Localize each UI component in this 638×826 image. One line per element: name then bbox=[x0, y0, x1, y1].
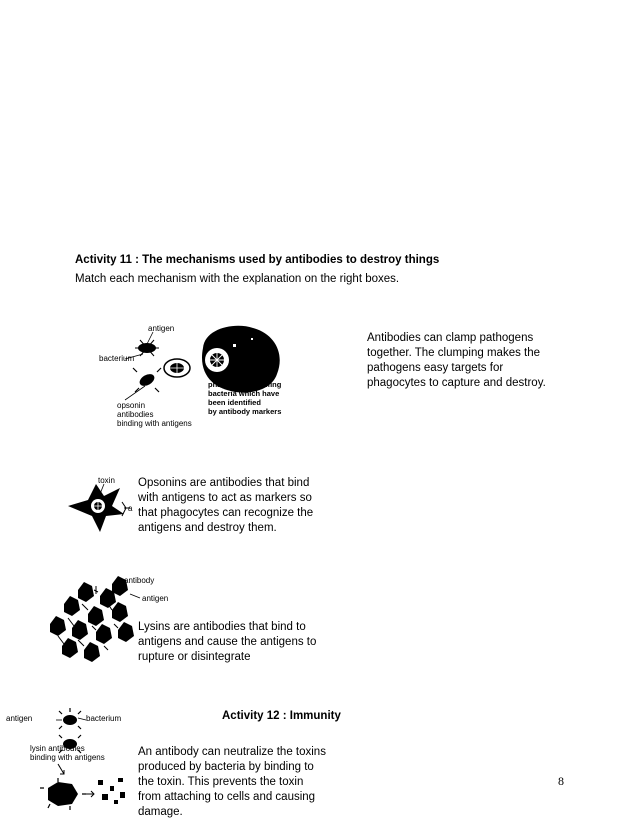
explanation-lysins-line: rupture or disintegrate bbox=[138, 651, 251, 663]
label-binding-with-antigens: binding with antigens bbox=[117, 419, 192, 428]
label-antigen-lysin: antigen bbox=[6, 714, 33, 723]
label-a: a bbox=[128, 504, 133, 513]
toxin-diagram bbox=[66, 474, 136, 534]
label-lysin-binding: binding with antigens bbox=[30, 753, 105, 762]
opsonin-diagram bbox=[95, 320, 295, 430]
label-antibody: antibody bbox=[124, 576, 155, 585]
explanation-neutralize-line: from attaching to cells and causing bbox=[138, 791, 316, 803]
label-phagocyte-line-2: bacteria which have bbox=[208, 389, 280, 398]
explanation-neutralize-line: damage. bbox=[138, 806, 183, 818]
explanation-clumping-line: pathogens easy targets for bbox=[367, 362, 504, 374]
label-phagocyte-line-3: been identified bbox=[208, 398, 261, 407]
explanation-lysins bbox=[138, 620, 316, 665]
label-antigen: antigen bbox=[148, 324, 175, 333]
label-bacterium: bacterium bbox=[99, 354, 135, 363]
explanation-neutralize-line: the toxin. This prevents the toxin bbox=[138, 776, 304, 788]
page-number: 8 bbox=[558, 774, 564, 788]
explanation-clumping-line: phagocytes to capture and destroy. bbox=[367, 377, 546, 389]
label-antigen-clump: antigen bbox=[142, 594, 169, 603]
explanation-lysins-line: antigens and cause the antigens to bbox=[138, 636, 317, 648]
explanation-opsonins-line: Opsonins are antibodies that bind bbox=[138, 477, 310, 489]
explanation-opsonins-line: antigens and destroy them. bbox=[138, 522, 277, 534]
activity-11-instruction: Match each mechanism with the explanation on the right boxes. bbox=[75, 273, 400, 285]
explanation-neutralize-line: produced by bacteria by binding to bbox=[138, 761, 314, 773]
explanation-opsonins bbox=[138, 476, 313, 536]
label-phagocyte-line-1: phagocyte engulfing bbox=[208, 380, 282, 389]
label-opsonin: opsonin bbox=[117, 401, 146, 410]
activity-11-title: Activity 11 : The mechanisms used by antibodies to destroy things bbox=[75, 254, 440, 266]
explanation-neutralize bbox=[138, 745, 326, 820]
explanation-clumping bbox=[367, 331, 546, 391]
explanation-opsonins-line: with antigens to act as markers so bbox=[138, 492, 312, 504]
explanation-lysins-line: Lysins are antibodies that bind to bbox=[138, 621, 306, 633]
label-toxin: toxin bbox=[98, 476, 115, 485]
label-antibodies: antibodies bbox=[117, 410, 154, 419]
explanation-clumping-line: Antibodies can clamp pathogens bbox=[367, 332, 534, 344]
lysin-diagram bbox=[6, 704, 138, 814]
explanation-neutralize-line: An antibody can neutralize the toxins bbox=[138, 746, 326, 758]
activity-12-title: Activity 12 : Immunity bbox=[222, 710, 341, 722]
label-bacterium-lysin: bacterium bbox=[86, 714, 122, 723]
label-phagocyte-line-4: by antibody markers bbox=[208, 407, 282, 416]
label-lysin-antibodies: lysin antibodies bbox=[30, 744, 85, 753]
explanation-clumping-line: together. The clumping makes the bbox=[367, 347, 541, 359]
explanation-opsonins-line: that phagocytes can recognize the bbox=[138, 507, 314, 519]
